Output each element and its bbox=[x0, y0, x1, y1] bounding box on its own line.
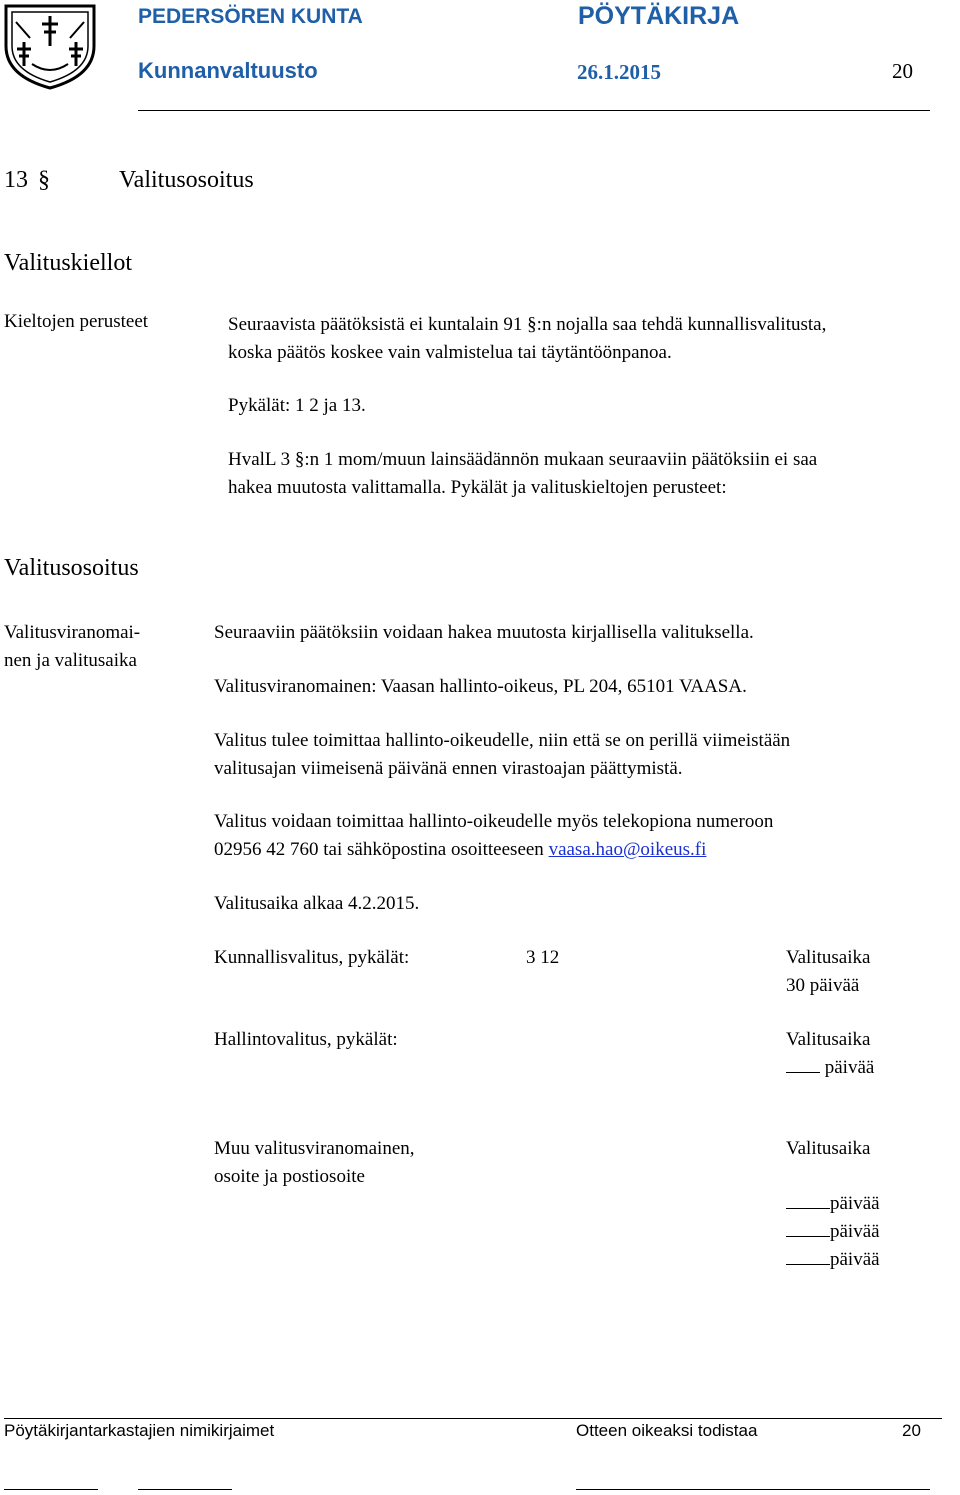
other-authority-period bbox=[786, 1135, 880, 1274]
appeal-p3-line1: Valitus tulee toimittaa hallinto-oikeudelle, niin että se on perillä viimeistään bbox=[214, 730, 791, 751]
administrative-period-value: päivää bbox=[824, 1057, 875, 1078]
municipality-name: PEDERSÖREN KUNTA bbox=[138, 5, 363, 28]
other-authority-label bbox=[214, 1135, 415, 1191]
footer-initials-label: Pöytäkirjantarkastajien nimikirjaimet bbox=[4, 1421, 275, 1440]
header-rule bbox=[138, 110, 930, 111]
other-authority-line2: osoite ja postiosoite bbox=[214, 1166, 365, 1187]
appeal-p4-line1: Valitus voidaan toimittaa hallinto-oikeudelle myös telekopiona numeroon bbox=[214, 811, 774, 832]
appeal-heading: Valitusosoitus bbox=[4, 555, 139, 581]
initials-signature-line-1 bbox=[4, 1489, 98, 1490]
other-authority-line1: Muu valitusviranomainen, bbox=[214, 1138, 415, 1159]
appeal-p3-line2: valitusajan viimeisenä päivänä ennen virastoajan päättymistä. bbox=[214, 758, 683, 779]
prohibitions-paragraph-1 bbox=[228, 311, 826, 367]
other-period-value-2: päivää bbox=[830, 1221, 880, 1242]
municipal-period-value: 30 päivää bbox=[786, 975, 860, 996]
footer-rule bbox=[4, 1418, 942, 1419]
appeal-paragraph-3 bbox=[214, 727, 790, 783]
prohibitions-p1-line1: Seuraavista päätöksistä ei kuntalain 91 §:n nojalla saa tehdä kunnallisvalitusta, bbox=[228, 314, 827, 335]
appeal-label-line1: Valitusviranomai- bbox=[4, 622, 141, 643]
governing-body: Kunnanvaltuusto bbox=[138, 58, 318, 83]
other-period-value-1: päivää bbox=[830, 1193, 880, 1214]
section-number: 13 bbox=[4, 167, 28, 193]
municipal-appeal-sections: 3 12 bbox=[526, 947, 560, 968]
appeal-p4-line2 bbox=[214, 836, 773, 864]
municipal-appeal-label: Kunnallisvalitus, pykälät: bbox=[214, 947, 410, 968]
administrative-period-line bbox=[786, 1054, 874, 1082]
other-period-line-2 bbox=[786, 1218, 880, 1246]
certification-signature-line bbox=[576, 1489, 930, 1490]
prohibitions-paragraph-3 bbox=[228, 446, 817, 502]
section-heading bbox=[4, 167, 254, 194]
days-blank bbox=[786, 1263, 830, 1265]
municipality-coat-of-arms bbox=[2, 2, 98, 90]
prohibitions-heading: Valituskiellot bbox=[4, 250, 132, 276]
other-period-line-1 bbox=[786, 1190, 880, 1218]
days-blank bbox=[786, 1235, 830, 1237]
administrative-appeal-label: Hallintovalitus, pykälät: bbox=[214, 1029, 398, 1050]
footer-page-number: 20 bbox=[902, 1421, 921, 1440]
meeting-date: 26.1.2015 bbox=[577, 60, 661, 84]
municipal-period-label: Valitusaika bbox=[786, 947, 871, 968]
administrative-appeal-period bbox=[786, 1026, 874, 1082]
appeal-p4-prefix: 02956 42 760 tai sähköpostina osoitteeseen bbox=[214, 839, 549, 860]
footer-certification-label: Otteen oikeaksi todistaa bbox=[576, 1421, 758, 1440]
initials-signature-line-2 bbox=[138, 1489, 232, 1490]
prohibitions-p1-line2: koska päätös koskee vain valmistelua tai täytäntöönpanoa. bbox=[228, 342, 672, 363]
prohibitions-p3-line1: HvalL 3 §:n 1 mom/muun lainsäädännön mukaan seuraaviin päätöksiin ei saa bbox=[228, 449, 818, 470]
paragraph-sign: § bbox=[38, 167, 50, 193]
other-period-line-3 bbox=[786, 1246, 880, 1274]
prohibitions-paragraph-2: Pykälät: 1 2 ja 13. bbox=[228, 395, 366, 416]
appeal-start-date: Valitusaika alkaa 4.2.2015. bbox=[214, 893, 420, 914]
days-blank bbox=[786, 1071, 820, 1073]
other-period-value-3: päivää bbox=[830, 1249, 880, 1270]
header-page-number: 20 bbox=[892, 59, 913, 83]
document-type: PÖYTÄKIRJA bbox=[578, 2, 740, 30]
municipal-appeal-period bbox=[786, 944, 870, 1000]
days-blank bbox=[786, 1207, 830, 1209]
appeal-paragraph-4 bbox=[214, 808, 773, 864]
other-period-label: Valitusaika bbox=[786, 1138, 871, 1159]
prohibitions-p3-line2: hakea muutosta valittamalla. Pykälät ja valituskieltojen perusteet: bbox=[228, 477, 727, 498]
appeal-paragraph-2: Valitusviranomainen: Vaasan hallinto-oikeus, PL 204, 65101 VAASA. bbox=[214, 676, 747, 697]
email-link[interactable]: vaasa.hao@oikeus.fi bbox=[548, 839, 707, 860]
appeal-label-line2: nen ja valitusaika bbox=[4, 650, 137, 671]
administrative-period-label: Valitusaika bbox=[786, 1029, 871, 1050]
prohibitions-label: Kieltojen perusteet bbox=[4, 311, 149, 332]
section-title: Valitusosoitus bbox=[119, 167, 254, 193]
appeal-authority-label bbox=[4, 619, 140, 675]
appeal-paragraph-1: Seuraaviin päätöksiin voidaan hakea muutosta kirjallisella valituksella. bbox=[214, 622, 754, 643]
